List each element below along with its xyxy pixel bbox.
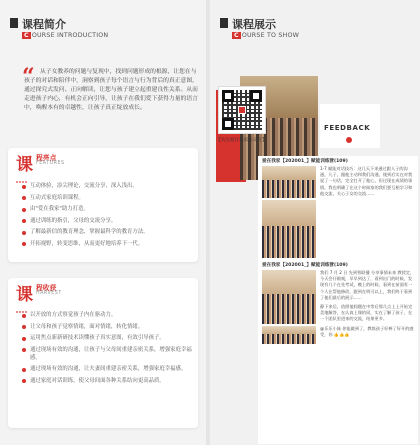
post-photo	[262, 270, 316, 324]
bullet-icon	[22, 368, 26, 372]
heading-bar-icon	[220, 18, 228, 28]
highlights-title: 程亮点	[36, 154, 57, 162]
list-item: 互动式家庭培训课程。	[22, 194, 192, 202]
highlights-card	[8, 148, 198, 262]
bullet-icon	[22, 219, 26, 223]
bullet-icon	[22, 325, 26, 329]
post-photo	[262, 326, 316, 344]
post-text-more: 静下来后，依照他间题在中等后那几点上上开始完美地解答，在认真上课的同，实在了解了孩子，在一个团队里进来的交流，结果更多。	[320, 304, 413, 322]
list-item: 由"爱在我家"助力打造。	[22, 205, 192, 213]
page-subtitle	[232, 32, 299, 39]
post-photo	[262, 200, 316, 258]
post-reply: @乐乐小妹 你能做到了，教练孩子好棒了好开的感受，你 👍👍👍	[320, 325, 414, 337]
list-item: 运用焦点新新研技术读懂孩子真实意图，有效引导孩子。	[22, 334, 192, 342]
gains-subtitle: HARVEST	[36, 291, 62, 296]
post-photo	[262, 166, 316, 198]
intro-quote	[14, 60, 198, 138]
list-item: 以开放的方式察觉孩子内在驱动力。	[22, 311, 192, 319]
subtitle-initial: C	[24, 32, 29, 39]
heading-bar-icon	[10, 18, 18, 28]
qr-logo-icon	[238, 106, 246, 114]
bullet-icon	[22, 379, 26, 383]
gains-big-char: 课	[16, 285, 33, 305]
page-subtitle	[22, 32, 108, 39]
feedback-label: FEEDBACK	[324, 124, 371, 132]
subtitle-initial: C	[234, 32, 239, 39]
page-title: 课程简介	[22, 18, 66, 31]
post-text: 1-7 赋能对话技巧：这几天下来通过跟人子的沟通，儿子，跟他主动和我们沟通，使到后实在对我说了一句话，完全打开了他心，但过现在成绩的事情，我也明确了在这个时候家的我们要互相学习和他交流，关心子女的交流……	[320, 166, 413, 196]
bullet-icon	[22, 348, 26, 352]
page-title: 课程展示	[232, 18, 276, 31]
gains-card	[8, 278, 198, 428]
highlights-big-char: 课	[16, 155, 33, 175]
intro-paragraph: 从子女教养的问题与复现中，找到问题形成的根源，让您在与孩子的对话和陪伴中，洞察到孩子每个语言与行为背后的真正意图，通过探究式发问、正向解读，让您与孩子建立起重建良性关系。从而走进孩子内心，有机会正向引导，让孩子在我们爱下获得力量的语言中，唤醒本有的卓越性，让孩子真正绽放成长。	[24, 69, 198, 111]
bullet-icon	[22, 337, 26, 341]
gains-title: 程收获	[36, 284, 57, 292]
arrow-icon	[346, 137, 352, 143]
qr-code	[218, 86, 266, 134]
post-title: 爱在我家【202001_】赋能训练营(109)	[262, 263, 348, 268]
quote-mark-icon: “	[22, 64, 35, 90]
list-item: 通过训练的指引，父母的交流分享。	[22, 217, 192, 225]
chat-post	[258, 260, 418, 444]
feedback-card	[320, 104, 380, 148]
list-item: 通过现场有效的沟通，让夫妻间重建亲密关系，增强家庭幸福感。	[22, 365, 192, 373]
course-show-page	[210, 0, 420, 445]
gains-list	[22, 311, 192, 388]
qr-caption: 【关注爱在我家公众号】	[216, 138, 267, 143]
bullet-icon	[22, 314, 26, 318]
subtitle-rest: OURSE INTRODUCTION	[31, 32, 109, 39]
subtitle-rest: OURSE TO SHOW	[241, 32, 300, 39]
chat-post	[258, 156, 418, 262]
list-item: 让父母和孩子觉察情绪，面对情绪，转化情绪。	[22, 323, 192, 331]
list-item: 了解最新信的教育理念，掌握最科学的教育方法。	[22, 228, 192, 236]
post-text	[320, 270, 415, 338]
dots-decoration	[16, 168, 34, 174]
bullet-icon	[22, 208, 26, 212]
bullet-icon	[22, 242, 26, 246]
post-text-body: 我们 7 月 2 日 先到智联播 分享事情未来 教授定，今天会仔细观，早早到达了，看到出门的时候，发现有几个在先考试，晚上的时候，看到在前面有一个人在帮他修改，跟到在明可以上，我们终于看到了他们最后的展示……	[320, 270, 415, 300]
bullet-icon	[22, 196, 26, 200]
post-title: 爱在我家【202001_】赋能训练营(109)	[262, 159, 348, 164]
list-item: 通过现场有效的沟通，让孩子与父母间重建亲密关系，增强家庭幸福感。	[22, 346, 192, 362]
list-item: 互动体验，添尖理论，交流分享，深入浅出。	[22, 182, 192, 190]
list-item: 通过家庭对话训练，使父母间面各种关系结向更高品质。	[22, 377, 192, 385]
bullet-icon	[22, 185, 26, 189]
bullet-icon	[22, 231, 26, 235]
list-item: 开拓视野，转变思维，从而更好地培养下一代。	[22, 240, 192, 248]
dots-decoration	[16, 298, 34, 304]
highlights-list	[22, 182, 192, 251]
highlights-subtitle: FEATURES	[36, 161, 65, 166]
